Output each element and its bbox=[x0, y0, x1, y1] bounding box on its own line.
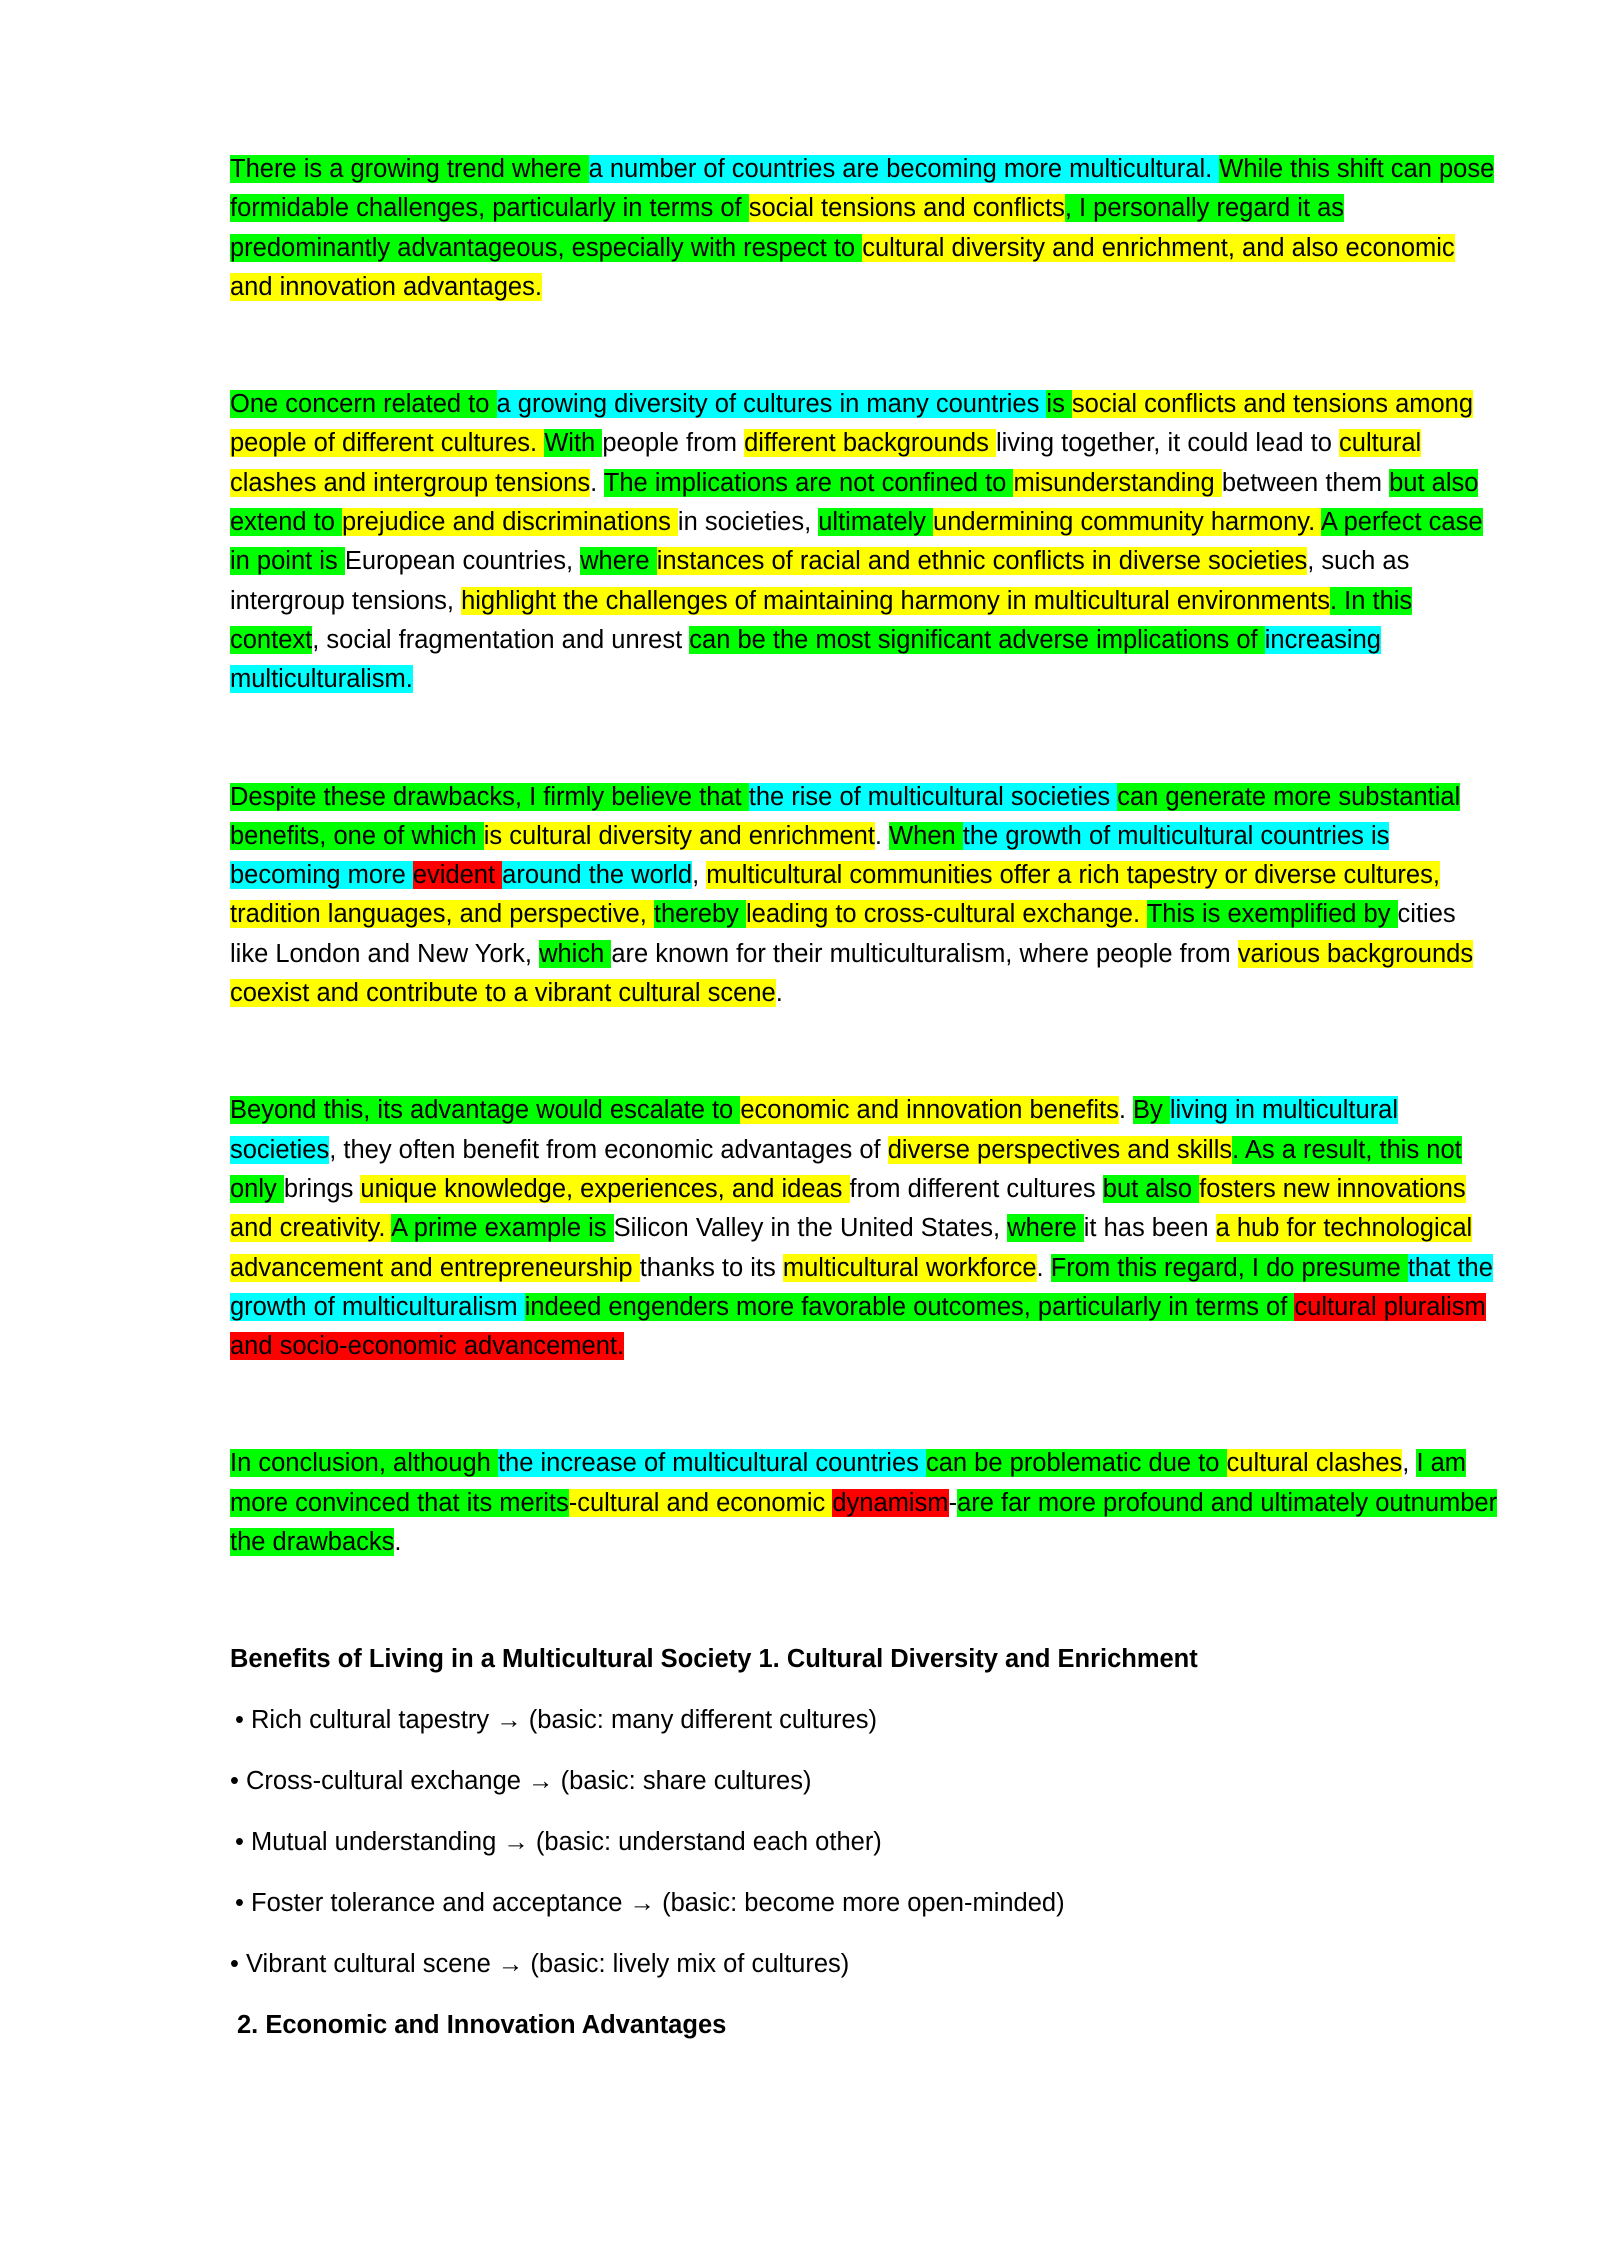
essay-paragraph bbox=[230, 778, 1500, 1014]
highlighted-phrase: evident bbox=[412, 861, 503, 890]
highlighted-phrase: the increase of multicultural countries bbox=[497, 1449, 926, 1478]
highlighted-phrase: With bbox=[544, 429, 603, 458]
highlighted-phrase: the rise of multicultural societies bbox=[748, 782, 1118, 811]
highlighted-phrase: around the world bbox=[502, 861, 693, 890]
highlighted-phrase: , bbox=[1402, 1449, 1417, 1478]
highlighted-phrase: . bbox=[1118, 1096, 1134, 1125]
highlighted-phrase: thanks to its bbox=[639, 1253, 783, 1282]
highlighted-phrase: in societies, bbox=[677, 508, 819, 537]
highlighted-phrase: By bbox=[1133, 1096, 1170, 1125]
highlighted-phrase: European countries, bbox=[344, 547, 581, 576]
notes-section bbox=[230, 1640, 1500, 2045]
highlighted-phrase: instances of racial and ethnic conflicts in diverse societies bbox=[656, 547, 1308, 576]
essay-paragraph bbox=[230, 150, 1500, 307]
highlighted-phrase: but also bbox=[1102, 1174, 1200, 1203]
highlighted-phrase: can generate more substantial benefits, one of which bbox=[230, 782, 1461, 850]
highlighted-phrase: While this shift can pose formidable challenges, particularly in terms of bbox=[230, 155, 1495, 223]
highlighted-phrase: A perfect case in point is bbox=[230, 508, 1483, 576]
highlighted-phrase: social tensions and conflicts bbox=[748, 194, 1065, 223]
highlighted-phrase: which bbox=[539, 939, 612, 968]
highlighted-phrase: that the growth of multiculturalism bbox=[230, 1253, 1493, 1321]
bullet-item: • Rich cultural tapestry → (basic: many different cultures) bbox=[235, 1706, 877, 1735]
highlighted-phrase: cultural diversity and enrichment, and also economic and innovation advantages. bbox=[230, 233, 1455, 301]
highlighted-phrase: a growing diversity of cultures in many countries bbox=[496, 390, 1047, 419]
highlighted-phrase: a number of countries are becoming more multicultural. bbox=[588, 155, 1220, 183]
highlighted-phrase: coexist and contribute to a vibrant cultural scene bbox=[230, 979, 776, 1008]
highlighted-phrase: multicultural communities offer a rich tapestry or diverse cultures, tradition languages, and perspective, bbox=[230, 861, 1440, 929]
highlighted-phrase: are known for their multiculturalism, where people from bbox=[611, 939, 1238, 968]
document-page bbox=[230, 150, 1500, 2045]
highlighted-phrase: The implications are not confined to bbox=[603, 468, 1014, 497]
highlighted-phrase: - bbox=[948, 1488, 958, 1517]
highlighted-phrase: from different cultures bbox=[849, 1174, 1103, 1203]
highlighted-phrase: highlight the challenges of maintaining harmony in multicultural environments bbox=[461, 586, 1330, 615]
highlighted-phrase: , I personally regard it as predominantly advantageous, especially with respect to bbox=[230, 194, 1345, 262]
highlighted-phrase: Beyond this, its advantage would escalate to bbox=[230, 1096, 741, 1125]
highlighted-phrase: people from bbox=[602, 429, 745, 458]
highlighted-phrase: living in multicultural societies bbox=[230, 1096, 1399, 1164]
highlighted-phrase: . bbox=[1036, 1253, 1051, 1282]
essay-body bbox=[230, 150, 1500, 1562]
highlighted-phrase: . bbox=[590, 468, 604, 497]
highlighted-phrase: brings bbox=[283, 1174, 361, 1203]
notes-subheading: 2. Economic and Innovation Advantages bbox=[237, 2011, 727, 2040]
highlighted-phrase: cultural diversity and enrichment bbox=[509, 821, 875, 850]
highlighted-phrase: prejudice and discriminations bbox=[342, 508, 678, 537]
highlighted-phrase: unique knowledge, experiences, and ideas bbox=[360, 1174, 850, 1203]
highlighted-phrase: is bbox=[1046, 390, 1072, 419]
highlighted-phrase: , such as intergroup tensions, bbox=[230, 547, 1410, 615]
highlighted-phrase: can be problematic due to bbox=[925, 1449, 1227, 1478]
notes-heading: Benefits of Living in a Multicultural Society 1. Cultural Diversity and Enrichment bbox=[230, 1645, 1198, 1674]
highlighted-phrase: living together, it could lead to bbox=[995, 429, 1340, 458]
highlighted-phrase: multicultural workforce bbox=[782, 1253, 1037, 1282]
highlighted-phrase: , they often benefit from economic advantages of bbox=[329, 1135, 888, 1164]
highlighted-phrase: I am more convinced that its merits bbox=[230, 1449, 1467, 1517]
highlighted-phrase: . bbox=[874, 821, 890, 850]
highlighted-phrase: When bbox=[889, 821, 963, 850]
highlighted-phrase: A prime example is bbox=[391, 1214, 614, 1243]
essay-paragraph bbox=[230, 385, 1500, 699]
highlighted-phrase: fosters new innovations and creativity. bbox=[230, 1174, 1466, 1243]
highlighted-phrase: the growth of multicultural countries is becoming more bbox=[230, 821, 1390, 890]
highlighted-phrase: can be the most significant adverse implications of bbox=[689, 625, 1265, 654]
highlighted-phrase: a hub for technological advancement and entrepreneurship bbox=[230, 1214, 1473, 1282]
highlighted-phrase: different backgrounds bbox=[744, 429, 996, 458]
bullet-item: • Cross-cultural exchange → (basic: share cultures) bbox=[230, 1767, 812, 1796]
highlighted-phrase: thereby bbox=[653, 900, 747, 929]
highlighted-phrase: dynamism bbox=[832, 1488, 949, 1517]
highlighted-phrase: leading to cross-cultural exchange. bbox=[746, 900, 1147, 929]
highlighted-phrase: indeed engenders more favorable outcomes, particularly in terms of bbox=[524, 1292, 1295, 1321]
highlighted-phrase: . bbox=[394, 1528, 402, 1557]
highlighted-phrase: Despite these drawbacks, I firmly believe that bbox=[230, 782, 749, 811]
highlighted-phrase: cities like London and New York, bbox=[230, 900, 1456, 968]
highlighted-phrase: undermining community harmony. bbox=[933, 508, 1321, 537]
bullet-item: • Mutual understanding → (basic: understand each other) bbox=[235, 1828, 882, 1857]
highlighted-phrase: cultural clashes and intergroup tensions bbox=[230, 429, 1422, 497]
highlighted-phrase: where bbox=[1007, 1214, 1084, 1243]
highlighted-phrase: , bbox=[692, 861, 707, 890]
highlighted-phrase: This is exemplified by bbox=[1146, 900, 1398, 929]
highlighted-phrase: between them bbox=[1221, 468, 1390, 497]
highlighted-phrase: social conflicts and tensions among people of different cultures. bbox=[230, 390, 1474, 458]
highlighted-phrase: where bbox=[580, 547, 657, 576]
highlighted-phrase: . bbox=[775, 979, 783, 1008]
highlighted-phrase: , social fragmentation and unrest bbox=[312, 625, 690, 654]
highlighted-phrase: From this regard, I do presume bbox=[1050, 1253, 1408, 1282]
highlighted-phrase: are far more profound and ultimately outnumber the drawbacks bbox=[230, 1488, 1498, 1557]
highlighted-phrase: -cultural and economic bbox=[568, 1488, 833, 1517]
highlighted-phrase: There is a growing trend where bbox=[230, 155, 589, 183]
highlighted-phrase: economic and innovation benefits bbox=[740, 1096, 1119, 1125]
highlighted-phrase: is bbox=[483, 821, 510, 850]
highlighted-phrase: . As a result, this not only bbox=[230, 1135, 1462, 1203]
highlighted-phrase: In conclusion, although bbox=[230, 1449, 498, 1478]
essay-paragraph bbox=[230, 1091, 1500, 1366]
highlighted-phrase: diverse perspectives and skills bbox=[887, 1135, 1233, 1164]
highlighted-phrase: ultimately bbox=[818, 508, 934, 537]
highlighted-phrase: but also extend to bbox=[230, 468, 1479, 537]
essay-paragraph bbox=[230, 1444, 1500, 1562]
highlighted-phrase: One concern related to bbox=[230, 390, 497, 419]
highlighted-phrase: it has been bbox=[1083, 1214, 1216, 1243]
bullet-item: • Vibrant cultural scene → (basic: lively mix of cultures) bbox=[230, 1950, 850, 1979]
highlighted-phrase: cultural clashes bbox=[1226, 1449, 1403, 1478]
highlighted-phrase: various backgrounds bbox=[1237, 939, 1474, 968]
bullet-item: • Foster tolerance and acceptance → (basic: become more open-minded) bbox=[235, 1889, 1065, 1918]
highlighted-phrase: . In this context bbox=[230, 586, 1413, 654]
highlighted-phrase: cultural pluralism and socio-economic advancement. bbox=[230, 1292, 1486, 1361]
highlighted-phrase: increasing multiculturalism. bbox=[230, 625, 1381, 694]
highlighted-phrase: Silicon Valley in the United States, bbox=[613, 1214, 1008, 1243]
highlighted-phrase: misunderstanding bbox=[1013, 468, 1222, 497]
